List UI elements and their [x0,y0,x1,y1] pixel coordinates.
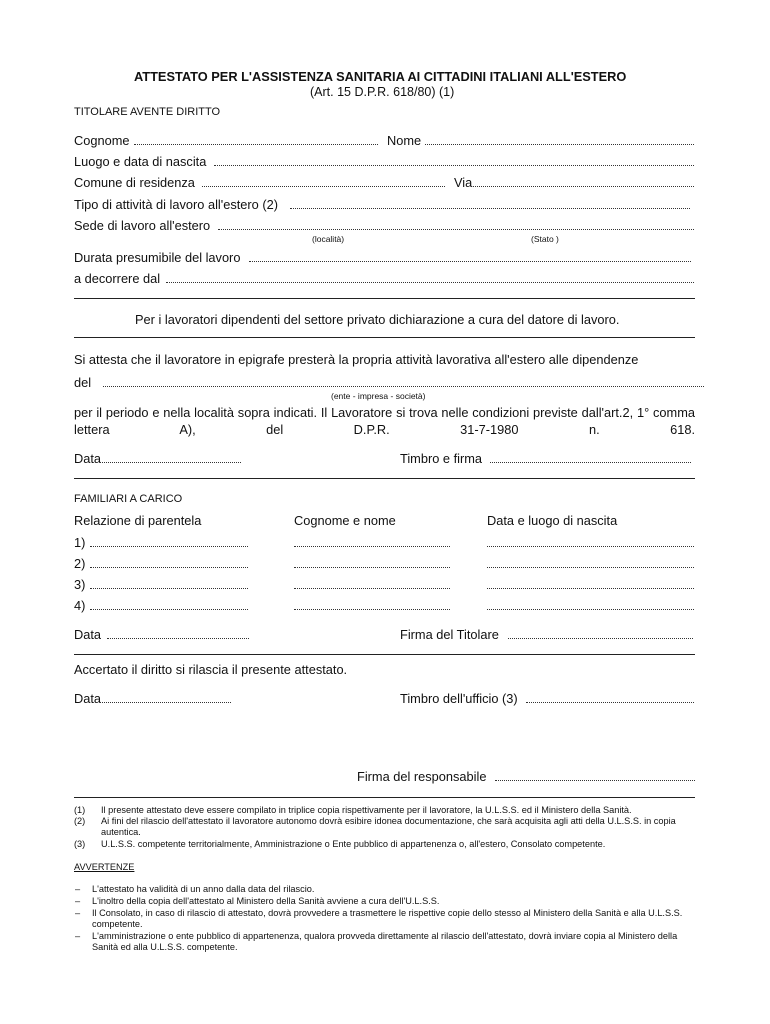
firma-titolare-label: Firma del Titolare [400,627,499,642]
firma-responsabile-field[interactable] [495,780,695,781]
data-luogo-field[interactable] [487,588,694,589]
office-data-label: Data [74,691,102,706]
dash-bullet: – [75,931,81,941]
relazione-field[interactable] [90,546,248,547]
comune-label: Comune di residenza [74,175,195,190]
cognome-label: Cognome [74,133,130,148]
col-cognome-nome: Cognome e nome [294,513,396,528]
relazione-field[interactable] [90,567,248,568]
family-row-number: 3) [74,577,86,592]
attesta-text: Si attesta che il lavoratore in epigrafe presterà la propria attività lavorativa all'estero alle dipendenze [74,352,639,367]
tipo-attivita-label: Tipo di attività di lavoro all'estero (2) [74,197,278,212]
family-row-number: 4) [74,598,86,613]
datore-field[interactable] [103,386,704,387]
cognome-nome-field[interactable] [294,588,450,589]
timbro-ufficio-label: Timbro dell'ufficio (3) [400,691,518,706]
dash-bullet: – [75,884,81,894]
employer-data-label: Data [74,451,102,466]
col-data-luogo: Data e luogo di nascita [487,513,618,528]
data-luogo-field[interactable] [487,609,694,610]
employer-data-field[interactable] [102,462,241,463]
del-label: del [74,375,92,390]
data-luogo-field[interactable] [487,546,694,547]
sede-label: Sede di lavoro all'estero [74,218,211,233]
data-luogo-field[interactable] [487,567,694,568]
divider [74,478,695,479]
warning-item: L'attestato ha validità di un anno dalla data del rilascio. [92,884,315,894]
family-row-number: 2) [74,556,86,571]
cognome-nome-field[interactable] [294,609,450,610]
via-label: Via [454,175,473,190]
family-heading: FAMILIARI A CARICO [74,493,183,505]
cognome-nome-field[interactable] [294,546,450,547]
document-title: ATTESTATO PER L'ASSISTENZA SANITARIA AI CITTADINI ITALIANI ALL'ESTERO [134,69,627,84]
relazione-field[interactable] [90,609,248,610]
document-subtitle: (Art. 15 D.P.R. 618/80) (1) [310,85,455,99]
sede-field[interactable] [218,229,694,230]
warning-item: L'inoltro della copia dell'attestato al Ministero della Sanità avviene a cura dell'U.L.S.S. [92,896,440,906]
decorrere-label: a decorrere dal [74,271,161,286]
ente-hint: (ente - impresa - società) [331,391,426,401]
localita-hint: (località) [312,234,345,244]
timbro-firma-label: Timbro e firma [400,451,483,466]
luogo-data-field[interactable] [214,165,694,166]
dash-bullet: – [75,896,81,906]
firma-responsabile-label: Firma del responsabile [357,769,487,784]
periodo-text: per il periodo e nella località sopra indicati. Il Lavoratore si trova nelle condizioni previste dall'art.2, 1° comma lettera A), del D.P.R. 31-7-1980 n. 618. [74,405,695,437]
accertato-text: Accertato il diritto si rilascia il presente attestato. [74,662,348,677]
family-data-label: Data [74,627,102,642]
note-text: Il presente attestato deve essere compilato in triplice copia rispettivamente per il lavoratore, la U.L.S.S. ed il Ministero della Sanità. [101,805,632,815]
employer-heading: Per i lavoratori dipendenti del settore privato dichiarazione a cura del datore di lavoro. [135,312,620,327]
family-data-field[interactable] [107,638,249,639]
note-text: U.L.S.S. competente territorialmente, Amministrazione o Ente pubblico di appartenenza o, all'estero, Consolato competente. [101,839,606,849]
note-number: (2) [74,816,86,826]
nome-label: Nome [387,133,422,148]
timbro-firma-field[interactable] [490,462,691,463]
cognome-nome-field[interactable] [294,567,450,568]
office-data-field[interactable] [102,702,231,703]
dash-bullet: – [75,908,81,918]
note-number: (1) [74,805,86,815]
relazione-field[interactable] [90,588,248,589]
warnings-heading: AVVERTENZE [74,862,135,872]
firma-titolare-field[interactable] [508,638,693,639]
divider [74,797,695,798]
divider [74,337,695,338]
cognome-field[interactable] [134,144,378,145]
comune-field[interactable] [202,186,445,187]
decorrere-field[interactable] [166,282,694,283]
note-number: (3) [74,839,86,849]
nome-field[interactable] [425,144,694,145]
family-row-number: 1) [74,535,86,550]
stato-hint: (Stato ) [531,234,559,244]
warning-item: L'amministrazione o ente pubblico di appartenenza, qualora provveda direttamente al rilascio dell'attestato, dovrà inviare copia al Ministero della Sanità ed alla U.L.S.S. competente. [92,931,678,952]
timbro-ufficio-field[interactable] [526,702,694,703]
tipo-attivita-field[interactable] [290,208,690,209]
durata-label: Durata presumibile del lavoro [74,250,241,265]
warning-item: Il Consolato, in caso di rilascio di attestato, dovrà provvedere a trasmettere le rispettive copie dello stesso al Ministero della Sanità e alla U.L.S.S. competente. [92,908,683,929]
divider [74,654,695,655]
note-text: Ai fini del rilascio dell'attestato il lavoratore autonomo dovrà esibire idonea documentazione, che sarà acquisita agli atti della U.L.S.S. in copia autentica. [101,816,676,837]
section-holder-title: TITOLARE AVENTE DIRITTO [74,106,221,118]
via-field[interactable] [473,186,694,187]
luogo-data-label: Luogo e data di nascita [74,154,207,169]
divider [74,298,695,299]
durata-field[interactable] [249,261,691,262]
col-relazione: Relazione di parentela [74,513,202,528]
